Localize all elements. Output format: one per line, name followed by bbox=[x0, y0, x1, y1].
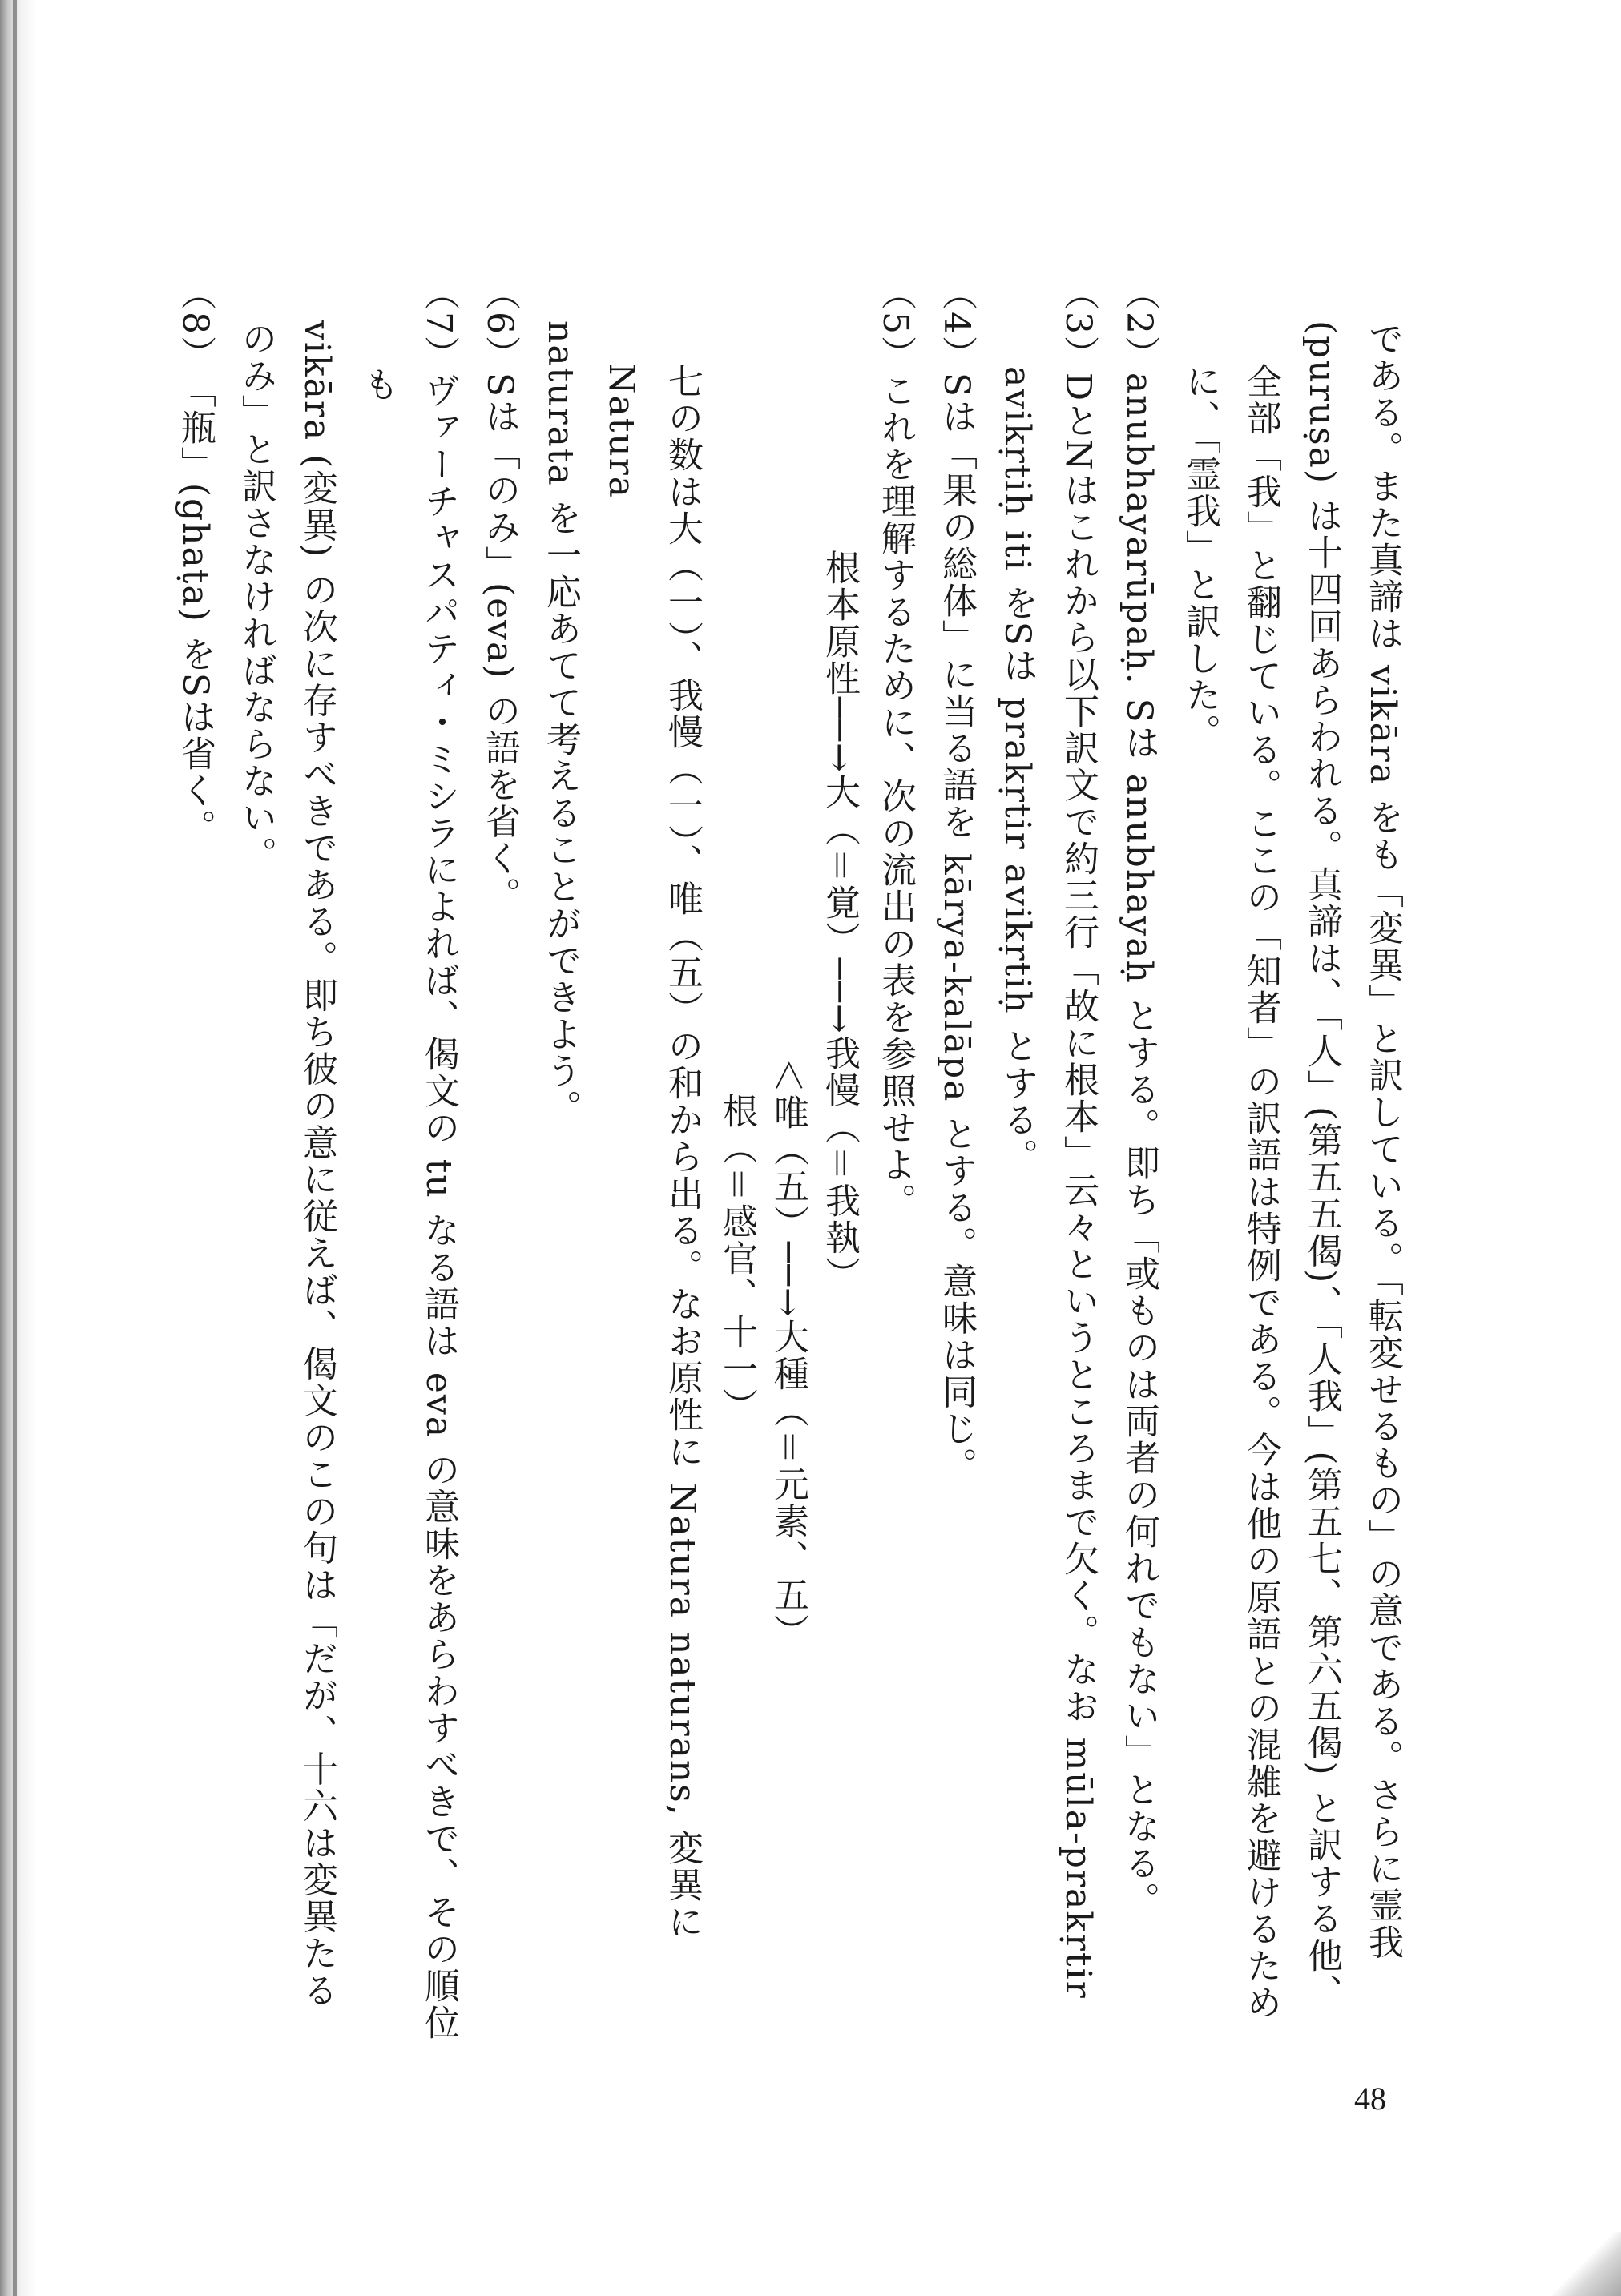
note-text: DとNはこれから以下訳文で約三行「故に根本」云々というところまで欠く。なお mūla-prakṛtir bbox=[1058, 372, 1099, 2000]
page-body bbox=[175, 274, 1413, 2067]
page-corner-curl bbox=[1525, 2232, 1621, 2296]
continuation-line-3: 全部「我」と翻じている。ここの「知者」の訳語は特例である。今は他の原語との混雑を避けるため bbox=[1240, 362, 1281, 2021]
after-diagram-line-1: 七の数は大（一）、我慢（一）、唯（五）の和から出る。なお原性に Natura naturans, 変異に Natura bbox=[601, 362, 703, 1940]
note-5 bbox=[865, 274, 925, 2067]
note-number: （2） bbox=[1119, 274, 1159, 373]
diagram-branch-upper bbox=[762, 550, 813, 2067]
note-number: （8） bbox=[175, 274, 216, 373]
note-7-continuation-2: のみ」と訳さなければならない。 bbox=[236, 320, 276, 873]
diagram-branch-mark: ＜ bbox=[768, 1057, 808, 1094]
note-text: ヴァーチャスパティ・ミシラによれば、偈文の tu なる語は eva の意味をあらわすべきで、その順位も bbox=[357, 366, 459, 2041]
after-diagram-line-2: naturata を一応あてて考えることができよう。 bbox=[540, 320, 581, 1126]
continuation-line-1: である。また真諦は vikāra をも「変異」と訳している。「転変せるもの」の意である。さらに霊我 bbox=[1362, 320, 1403, 1961]
note-8 bbox=[164, 274, 225, 2067]
book-spine-shadow bbox=[0, 0, 37, 2296]
note-text: Sは「果の総体」に当る語を kārya-kalāpa とする。意味は同じ。 bbox=[936, 372, 977, 1484]
note-2 bbox=[1108, 274, 1169, 2067]
note-7-continuation-1: vikāra (変異) の次に存すべきである。即ち彼の意に従えば、偈文のこの句は「だが、十六は変異たる bbox=[296, 320, 337, 2009]
continuation-line-4: に、「霊我」と訳した。 bbox=[1179, 362, 1220, 751]
note-text: これを理解するために、次の流出の表を参照せよ。 bbox=[875, 372, 916, 1220]
page-number: 48 bbox=[1354, 2080, 1386, 2117]
note-text: anubhayarūpaḥ. Sは anubhayaḥ とする。即ち「或ものは両者の何れでもない」となる。 bbox=[1119, 372, 1159, 1919]
note-number: （7） bbox=[418, 274, 459, 373]
note-4 bbox=[925, 274, 986, 2067]
diagram-branch-upper-text: 唯（五）──→大種（＝元素、五） bbox=[768, 1094, 808, 1650]
diagram-main-line: 根本原性──→大（＝覚）──→我慢（＝我執） bbox=[819, 550, 860, 1293]
note-number: （6） bbox=[479, 274, 520, 373]
emanation-diagram bbox=[712, 320, 865, 2067]
continuation-line-2: (puruṣa) は十四回あらわれる。真諦は、「人」(第五五偈)、「人我」(第五七、第六五偈) と訳する他、 bbox=[1301, 320, 1342, 2011]
note-3 bbox=[1047, 274, 1108, 2067]
note-text: 「瓶」(ghaṭa) をSは省く。 bbox=[175, 372, 216, 846]
note-7 bbox=[347, 274, 469, 2067]
note-number: （3） bbox=[1058, 274, 1099, 373]
diagram-branch-lower: 根（＝感官、十一） bbox=[716, 1092, 757, 1424]
note-number: （4） bbox=[936, 274, 977, 373]
note-3-continuation: avikṛtiḥ iti をSは prakṛtir avikṛtiḥ とする。 bbox=[997, 366, 1038, 1175]
note-text: Sは「のみ」(eva) の語を省く。 bbox=[479, 372, 520, 914]
book-spine-edge bbox=[13, 0, 17, 2296]
note-6 bbox=[469, 274, 530, 2067]
note-number: （5） bbox=[875, 274, 916, 373]
